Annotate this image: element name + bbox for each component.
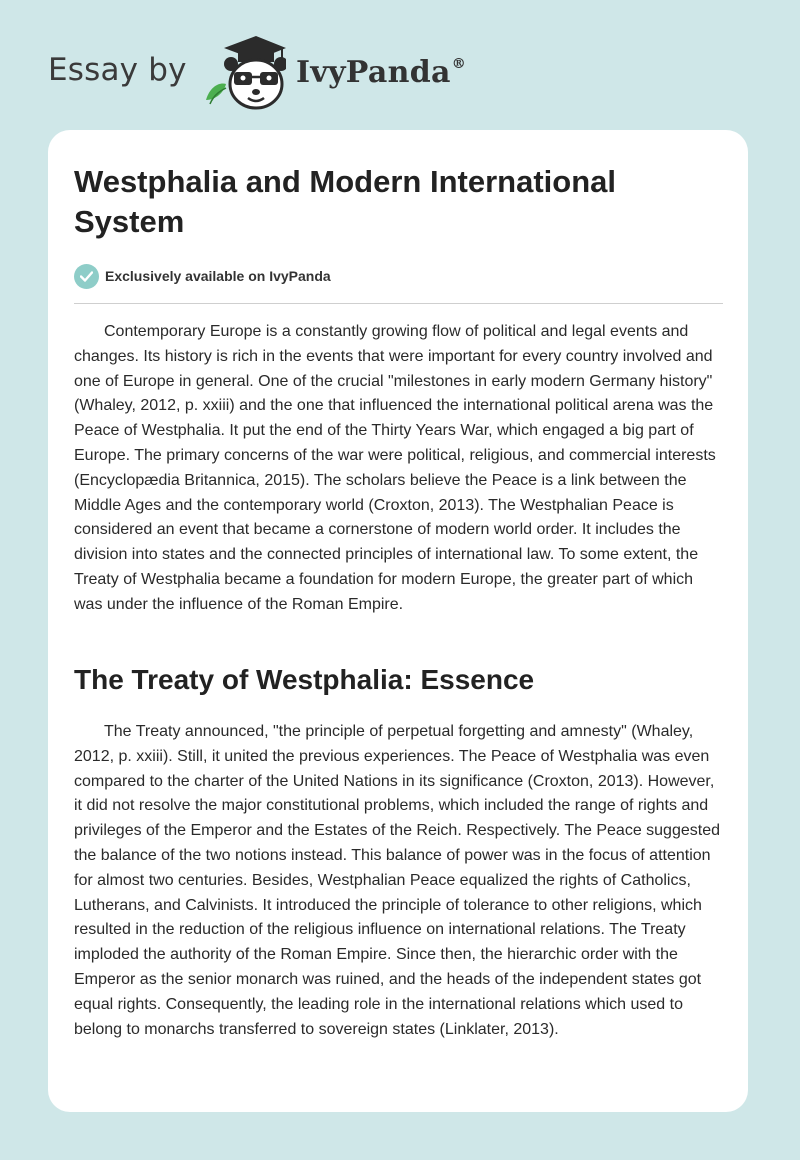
brand-logo-text[interactable] [296, 55, 466, 90]
divider [74, 303, 723, 304]
section-heading: The Treaty of Westphalia: Essence [74, 664, 535, 695]
paragraph-essence: The Treaty announced, "the principle of perpetual forgetting and amnesty" (Whaley, 2012, p. xxiii). Still, it united the previous experiences. The Peace of Westphalia was even compared to the charter of the United Nations in its significance (Croxton, 2013). However, it did not resolve the major constitutional problems, which included the range of rights and privileges of the Emperor and the Estates of the Reich. Respectively. The Peace suggested the balance of the two notions instead. This balance of power was in the focus of attention for almost two centuries. Besides, Westphalian Peace equalized the rights of Catholics, Lutherans, and Calvinists. It introduced the principle of tolerance to other religions, which resulted in the reduction of the religious influence on international relations. The Treaty imploded the authority of the Roman Empire. Since then, the hierarchic order with the Emperor as the senior monarch was ruined, and the heads of the independent states got equal rights. Consequently, the leading role in the international relations which used to belong to monarchs transferred to sovereign states (Linklater, 2013). [74, 723, 720, 1038]
essay-by-label: Essay by [48, 52, 187, 88]
brand-name: IvyPanda [296, 55, 451, 90]
article-card [48, 130, 748, 1112]
registered-mark: ® [451, 56, 467, 72]
exclusive-badge [74, 263, 331, 289]
site-header [48, 28, 648, 112]
check-icon [74, 264, 99, 289]
page-title: Westphalia and Modern International System [74, 164, 616, 239]
exclusive-label: Exclusively available on IvyPanda [105, 268, 331, 284]
panda-graduate-icon[interactable] [204, 34, 286, 110]
paragraph-intro: Contemporary Europe is a constantly growing flow of political and legal events and changes. Its history is rich in the events that were important for every country involved and one of Europe in general. One of the crucial "milestones in early modern Germany history" (Whaley, 2012, p. xxiii) and the one that influenced the international political arena was the Peace of Westphalia. It put the end of the Thirty Years War, which engaged a big part of Europe. The primary concerns of the war were political, religious, and commercial interests (Encyclopædia Britannica, 2015). The scholars believe the Peace is a link between the Middle Ages and the contemporary world (Croxton, 2013). The Westphalian Peace is considered an event that became a cornerstone of modern world order. It includes the division into states and the connected principles of international law. To some extent, the Treaty of Westphalia became a foundation for modern Europe, the greater part of which was under the influence of the Roman Empire. [74, 323, 716, 613]
